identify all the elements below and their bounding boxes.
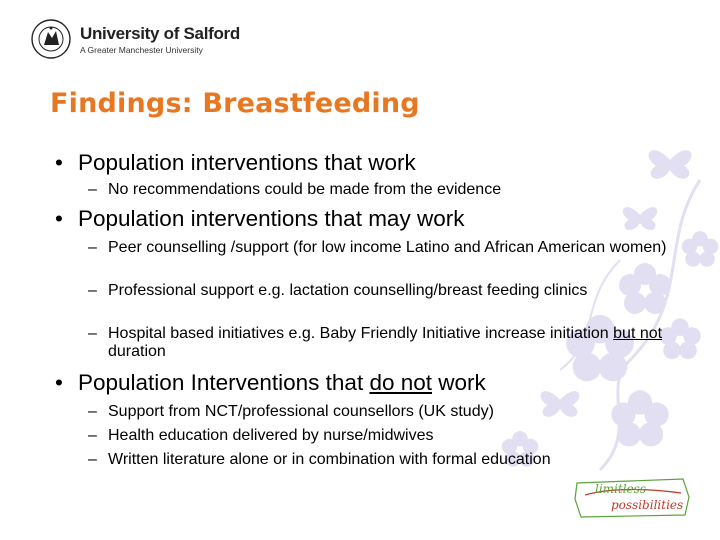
sub-bullet: – Support from NCT/professional counsellors (UK study) xyxy=(88,403,494,420)
sub-bullet: – Professional support e.g. lactation counselling/breast feeding clinics xyxy=(88,282,588,299)
dash-icon: – xyxy=(88,282,97,299)
bullet-icon: • xyxy=(55,150,63,175)
badge-line2: possibilities xyxy=(611,498,684,512)
sub-bullet: – Hospital based initiatives e.g. Baby Friendly Initiative increase initiation but not duration xyxy=(88,325,663,360)
sub-bullet: – Health education delivered by nurse/midwives xyxy=(88,427,434,444)
dash-icon: – xyxy=(88,325,97,342)
university-name: University of Salford xyxy=(80,24,240,43)
butterfly-icon xyxy=(623,207,657,230)
dash-icon: – xyxy=(88,403,97,420)
bullet-heading: • Population Interventions that do not work xyxy=(55,370,486,395)
university-tagline: A Greater Manchester University xyxy=(80,45,203,55)
flower-icon xyxy=(682,231,718,267)
butterfly-icon xyxy=(649,150,692,179)
slide-title: Findings: Breastfeeding xyxy=(50,88,420,119)
dash-icon: – xyxy=(88,427,97,444)
limitless-possibilities-badge xyxy=(573,475,693,520)
bullet-heading: • Population interventions that may work xyxy=(55,206,465,231)
university-logo xyxy=(30,18,240,63)
dash-icon: – xyxy=(88,181,97,198)
sub-bullet: – Written literature alone or in combination with formal education xyxy=(88,451,551,468)
sub-bullet: – Peer counselling /support (for low income Latino and African American women) xyxy=(88,239,667,256)
university-crest-icon xyxy=(30,18,72,60)
bullet-icon: • xyxy=(55,370,63,395)
bullet-heading: • Population interventions that work xyxy=(55,150,416,175)
dash-icon: – xyxy=(88,451,97,468)
dash-icon: – xyxy=(88,239,97,256)
sub-bullet: – No recommendations could be made from the evidence xyxy=(88,181,502,198)
bullet-icon: • xyxy=(55,206,63,231)
badge-line1: limitless xyxy=(595,482,646,496)
